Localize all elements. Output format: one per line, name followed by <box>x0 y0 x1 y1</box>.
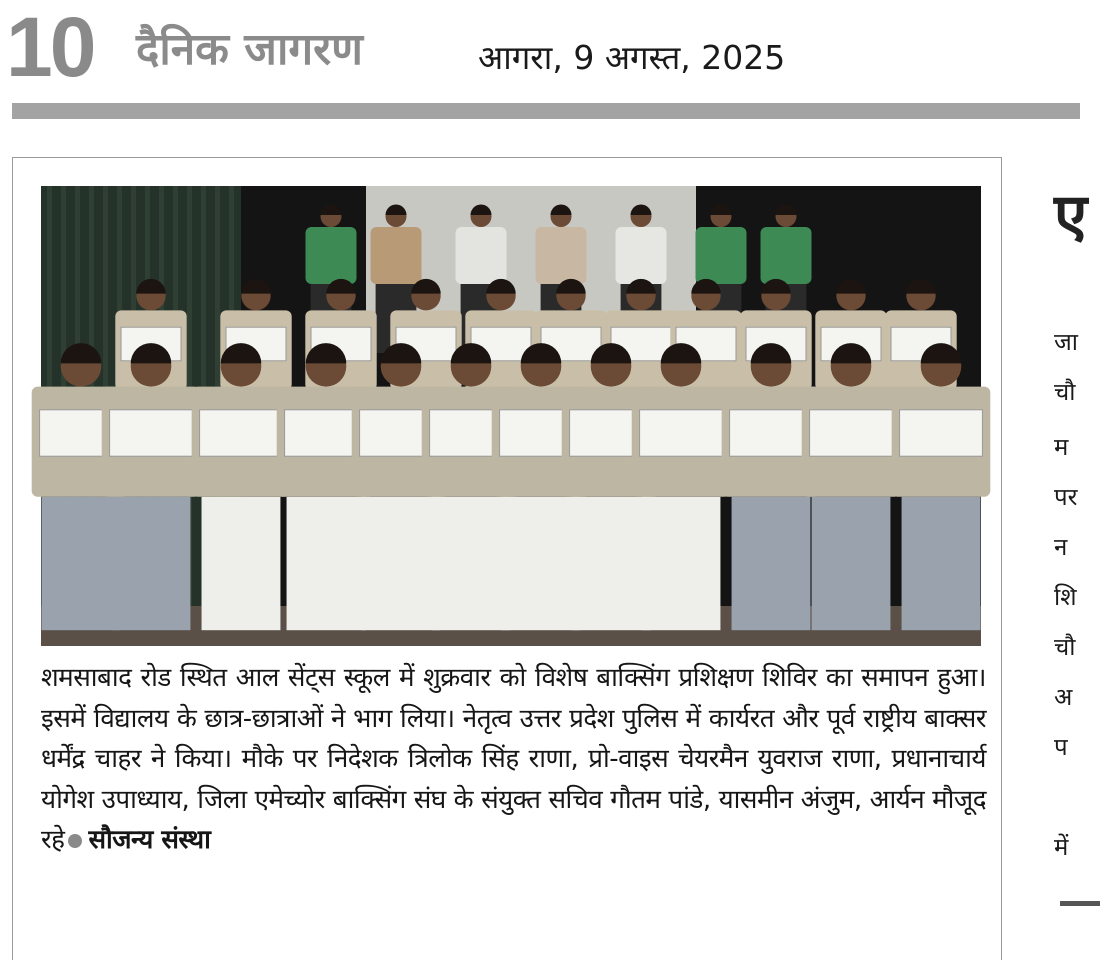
dateline: आगरा, 9 अगस्त, 2025 <box>478 38 786 77</box>
adjacent-line-fragment: प <box>1054 733 1068 761</box>
photo-caption <box>41 658 986 861</box>
article-box <box>12 157 1002 960</box>
group-photo-svg <box>41 186 981 646</box>
caption-text: शमसाबाद रोड स्थित आल सेंट्स स्कूल में शुक्रवार को विशेष बाक्सिंग प्रशिक्षण शिविर का समापन हुआ। इसमें विद्यालय के छात्र-छात्राओं ने भाग लिया। नेतृत्व उत्तर प्रदेश पुलिस में कार्यरत और पूर्व राष्ट्रीय बाक्सर धर्मेंद्र चाहर ने किया। मौके पर निदेशक त्रिलोक सिंह राणा, प्रो-वाइस चेयरमैन युवराज राणा, प्रधानाचार्य योगेश उपाध्याय, जिला एमेच्योर बाक्सिंग संघ के संयुक्त सचिव गौतम पांडे, यासमीन अंजुम, आर्यन मौजूद रहे <box>41 663 986 855</box>
adjacent-line-fragment: पर <box>1054 483 1078 511</box>
certificate-paper <box>730 410 813 456</box>
photo-credit: सौजन्य संस्था <box>88 825 211 855</box>
adjacent-line-fragment: चौ <box>1054 378 1076 406</box>
adjacent-line-fragment: म <box>1054 433 1069 461</box>
bullet-dot-icon <box>68 834 82 848</box>
adjacent-line-fragment: शि <box>1054 583 1077 611</box>
page-number: 10 <box>6 0 94 94</box>
newspaper-name: दैनिक जागरण <box>136 24 363 75</box>
certificate-paper <box>110 410 193 456</box>
certificate-paper <box>640 410 723 456</box>
masthead <box>0 0 1080 104</box>
certificate-paper <box>900 410 983 456</box>
adjacent-line-fragment: न <box>1054 533 1068 561</box>
adjacent-divider <box>1060 901 1100 906</box>
adjacent-article-column <box>1020 157 1088 960</box>
certificate-paper <box>810 410 893 456</box>
adjacent-headline-fragment: ए <box>1054 181 1088 251</box>
masthead-rule <box>12 103 1080 119</box>
certificate-paper <box>200 410 283 456</box>
adjacent-line-fragment: चौ <box>1054 633 1076 661</box>
adjacent-line-fragment: में <box>1054 833 1069 861</box>
adjacent-line-fragment: जा <box>1054 328 1079 356</box>
adjacent-line-fragment: अ <box>1054 683 1073 711</box>
group-photo-image <box>41 186 981 646</box>
